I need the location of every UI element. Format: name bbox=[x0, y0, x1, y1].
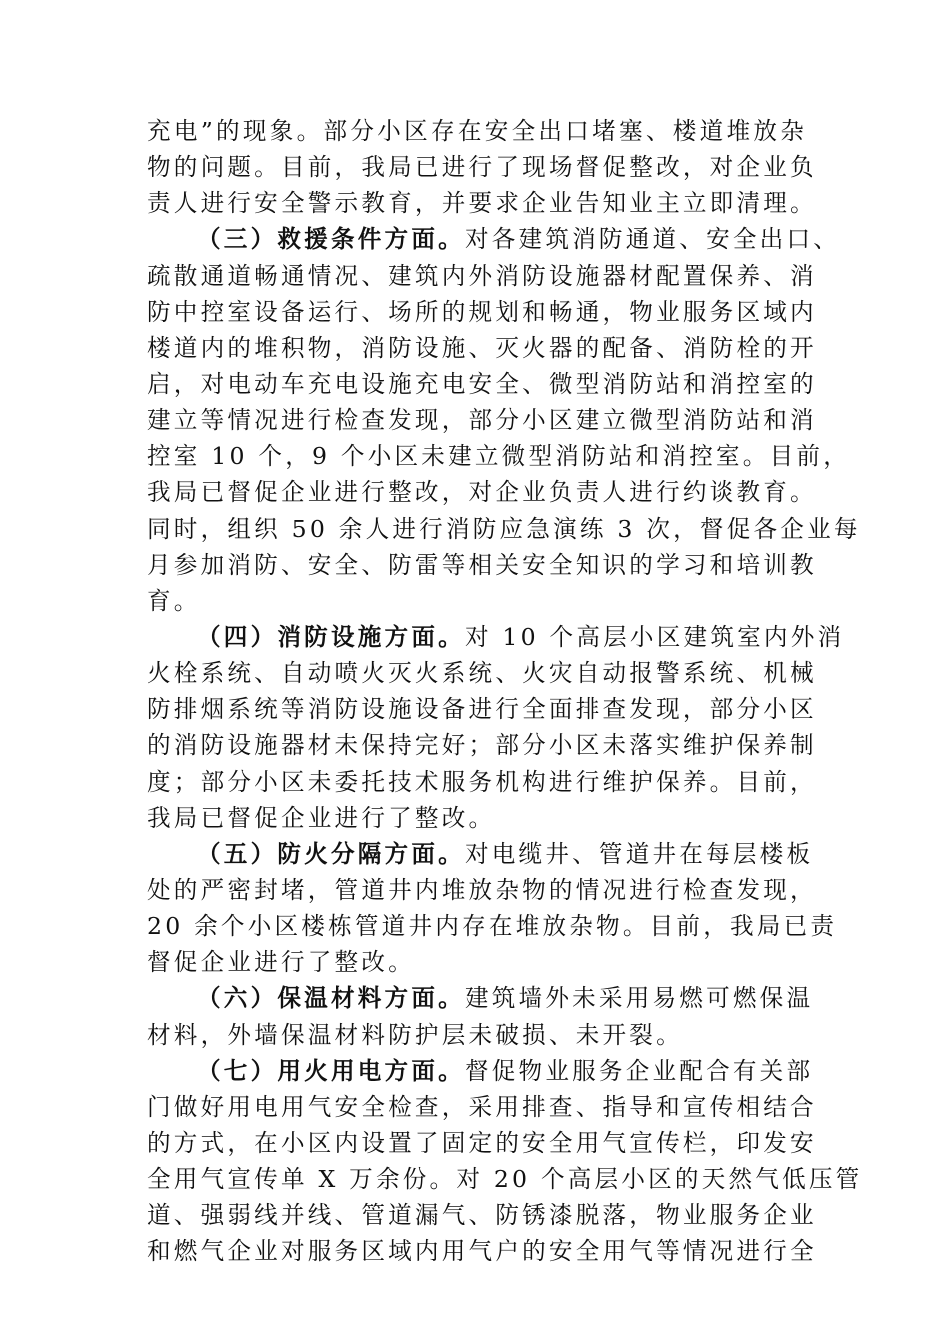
paragraph-fire-electricity-use bbox=[147, 1053, 863, 1270]
text-line: 育。 bbox=[147, 586, 201, 615]
paragraph-insulation-materials bbox=[147, 980, 814, 1052]
text-line: 疏散通道畅通情况、建筑内外消防设施器材配置保养、消 bbox=[147, 261, 817, 290]
text-run: 对电缆井、管道井在每层楼板 bbox=[464, 839, 814, 868]
text-line bbox=[147, 619, 845, 655]
text-line: 月参加消防、安全、防雷等相关安全知识的学习和培训教 bbox=[147, 550, 817, 579]
text-line bbox=[147, 836, 814, 872]
document-page bbox=[147, 113, 863, 1270]
paragraph-continuation bbox=[147, 113, 817, 221]
text-line: 我局已督促企业进行整改，对企业负责人进行约谈教育。 bbox=[147, 478, 817, 507]
paragraph-fire-facilities bbox=[147, 619, 845, 836]
text-line: 门做好用电用气安全检查，采用排查、指导和宣传相结合 bbox=[147, 1092, 817, 1121]
text-line: 全用气宣传单 X 万余份。对 20 个高层小区的天然气低压管 bbox=[147, 1165, 863, 1194]
text-line: 防排烟系统等消防设施设备进行全面排查发现，部分小区 bbox=[147, 695, 817, 724]
text-line: 材料，外墙保温材料防护层未破损、未开裂。 bbox=[147, 1020, 683, 1049]
text-line: 控室 10 个，9 个小区未建立微型消防站和消控室。目前， bbox=[147, 442, 850, 471]
text-line: 处的严密封堵，管道井内堆放杂物的情况进行检查发现， bbox=[147, 875, 817, 904]
section-heading: （三）救援条件方面。 bbox=[197, 225, 465, 254]
text-run: 督促物业服务企业配合有关部 bbox=[464, 1056, 814, 1085]
text-line bbox=[147, 221, 841, 257]
text-line bbox=[147, 1053, 814, 1089]
text-run: 建筑墙外未采用易燃可燃保温 bbox=[464, 984, 814, 1013]
text-line: 责人进行安全警示教育，并要求企业告知业主立即清理。 bbox=[147, 189, 817, 218]
text-line: 的消防设施器材未保持完好；部分小区未落实维护保养制 bbox=[147, 731, 817, 760]
text-run: 对各建筑消防通道、安全出口、 bbox=[464, 225, 841, 254]
text-line: 防中控室设备运行、场所的规划和畅通，物业服务区域内 bbox=[147, 297, 817, 326]
section-heading: （四）消防设施方面。 bbox=[197, 622, 465, 651]
text-line: 同时，组织 50 余人进行消防应急演练 3 次，督促各企业每 bbox=[147, 514, 861, 543]
text-line: 和燃气企业对服务区域内用气户的安全用气等情况进行全 bbox=[147, 1237, 817, 1266]
section-heading: （七）用火用电方面。 bbox=[197, 1056, 465, 1085]
text-line: 火栓系统、自动喷火灭火系统、火灾自动报警系统、机械 bbox=[147, 659, 817, 688]
text-line: 的方式，在小区内设置了固定的安全用气宣传栏，印发安 bbox=[147, 1128, 817, 1157]
paragraph-rescue-conditions bbox=[147, 221, 861, 619]
text-line bbox=[147, 980, 814, 1016]
text-line: 楼道内的堆积物，消防设施、灭火器的配备、消防栓的开 bbox=[147, 333, 817, 362]
text-line: 20 余个小区楼栋管道井内存在堆放杂物。目前，我局已责 bbox=[147, 912, 838, 941]
text-line: 启，对电动车充电设施充电安全、微型消防站和消控室的 bbox=[147, 369, 817, 398]
text-line: 道、强弱线并线、管道漏气、防锈漆脱落，物业服务企业 bbox=[147, 1201, 817, 1230]
text-line: 充电”的现象。部分小区存在安全出口堵塞、楼道堆放杂 bbox=[147, 117, 807, 145]
text-line: 督促企业进行了整改。 bbox=[147, 948, 415, 977]
text-line: 物的问题。目前，我局已进行了现场督促整改，对企业负 bbox=[147, 153, 817, 182]
text-line: 度；部分小区未委托技术服务机构进行维护保养。目前， bbox=[147, 767, 817, 796]
text-line: 我局已督促企业进行了整改。 bbox=[147, 803, 496, 832]
text-line: 建立等情况进行检查发现，部分小区建立微型消防站和消 bbox=[147, 406, 817, 435]
section-heading: （五）防火分隔方面。 bbox=[197, 839, 465, 868]
section-heading: （六）保温材料方面。 bbox=[197, 984, 465, 1013]
paragraph-fire-separation bbox=[147, 836, 838, 981]
text-run: 对 10 个高层小区建筑室内外消 bbox=[464, 622, 845, 651]
